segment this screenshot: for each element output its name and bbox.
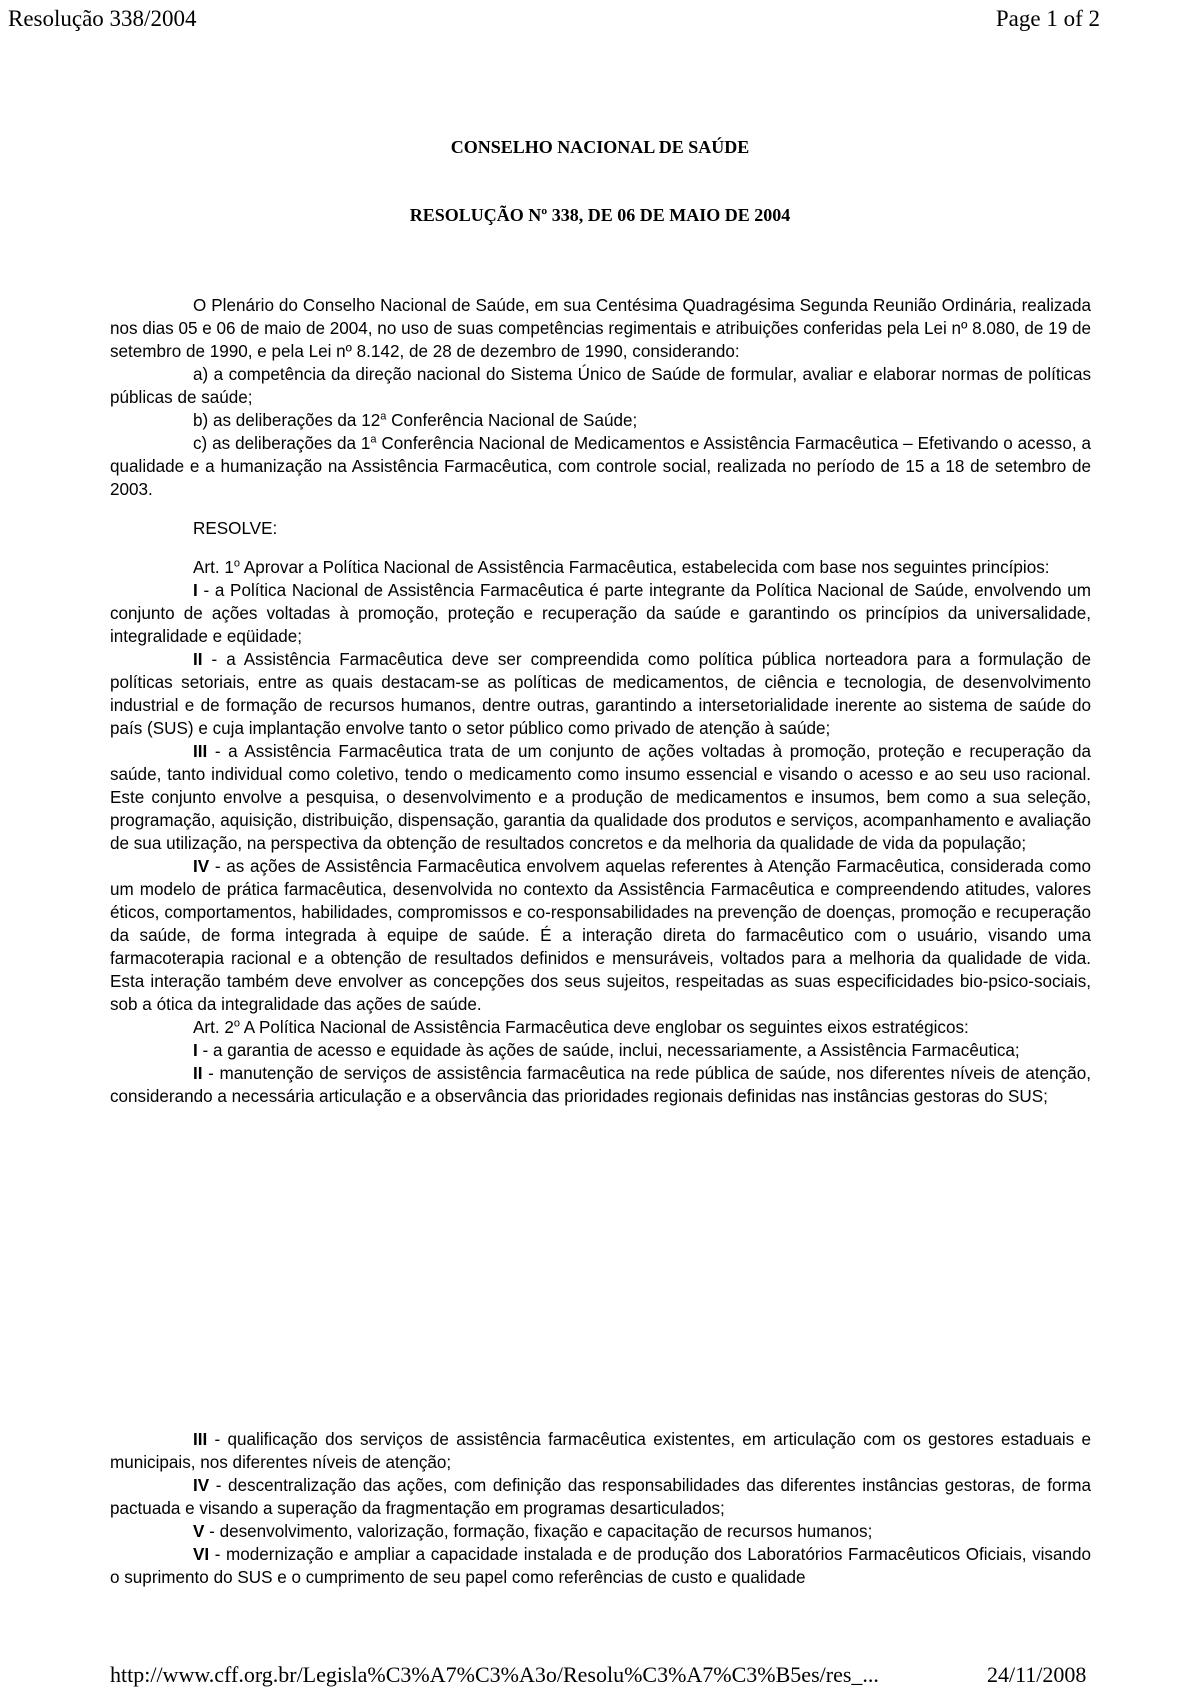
- axis-1: I - a garantia de acesso e equidade às ações de saúde, inclui, necessariamente, a Assistência Farmacêutica;: [193, 1041, 1020, 1060]
- axis-4: IV - descentralização das ações, com definição das responsabilidades das diferentes instâncias gestoras, de forma pactuada e visando a superação da fragmentação em programas desarticulados;: [110, 1476, 1091, 1518]
- axis-5: V - desenvolvimento, valorização, formação, fixação e capacitação de recursos humanos;: [193, 1522, 873, 1541]
- principle-2: II - a Assistência Farmacêutica deve ser compreendida como política pública norteadora para a formulação de políticas setoriais, entre as quais destacam-se as políticas de medicamentos, de ciência e tecnologia, de desenvolvimento industrial e de formação de recursos humanos, dentre outras, garantindo a intersetorialidade inerente ao sistema de saúde do país (SUS) e cuja implantação envolve tanto o setor público como privado de atenção à saúde;: [110, 650, 1091, 738]
- principle-1: I - a Política Nacional de Assistência Farmacêutica é parte integrante da Política Nacional de Saúde, envolvendo um conjunto de ações voltadas à promoção, proteção e recuperação da saúde e garantindo os princípios da universalidade, integralidade e eqüidade;: [110, 581, 1091, 646]
- intro-paragraph: O Plenário do Conselho Nacional de Saúde, em sua Centésima Quadragésima Segunda Reunião Ordinária, realizada nos dias 05 e 06 de maio de 2004, no uso de suas competências regimentais e atribuições conferidas pela Lei nº 8.080, de 19 de setembro de 1990, e pela Lei nº 8.142, de 28 de dezembro de 1990, considerando:: [110, 296, 1091, 361]
- source-url-link[interactable]: http://www.cff.org.br/Legisla%C3%A7%C3%A3o/Resolu%C3%A7%C3%B5es/res_...: [110, 1662, 879, 1687]
- resolution-title: RESOLUÇÃO Nº 338, DE 06 DE MAIO DE 2004: [409, 205, 791, 225]
- document-body-continued: [110, 1428, 1091, 1589]
- document-body: [110, 294, 1091, 1108]
- organization-heading: CONSELHO NACIONAL DE SAÚDE: [450, 137, 750, 157]
- resolve-heading: RESOLVE:: [193, 519, 278, 538]
- consideration-a: a) a competência da direção nacional do Sistema Único de Saúde de formular, avaliar e elaborar normas de políticas públicas de saúde;: [110, 365, 1091, 407]
- article-1: Art. 1$^o$ Aprovar a Política Nacional de Assistência Farmacêutica, estabelecida com base nos seguintes princípios:: [193, 557, 1050, 577]
- principle-3: III - a Assistência Farmacêutica trata de um conjunto de ações voltadas à promoção, proteção e recuperação da saúde, tanto individual como coletivo, tendo o medicamento como insumo essencial e visando o acesso e ao seu uso racional. Este conjunto envolve a pesquisa, o desenvolvimento e a produção de medicamentos e insumos, bem como a sua seleção, programação, aquisição, distribuição, dispensação, garantia da qualidade dos produtos e serviços, acompanhamento e avaliação de sua utilização, na perspectiva da obtenção de resultados concretos e da melhoria da qualidade de vida da população;: [110, 742, 1091, 853]
- print-date: 24/11/2008: [987, 1662, 1087, 1687]
- principle-4: IV - as ações de Assistência Farmacêutica envolvem aquelas referentes à Atenção Farmacêutica, considerada como um modelo de prática farmacêutica, desenvolvida no contexto da Assistência Farmacêutica e compreendendo atitudes, valores éticos, comportamentos, habilidades, compromissos e co-responsabilidades na prevenção de doenças, promoção e recuperação da saúde, de forma integrada à equipe de saúde. É a interação direta do farmacêutico com o usuário, visando uma farmacoterapia racional e a obtenção de resultados definidos e mensuráveis, voltados para a melhoria da qualidade de vida. Esta interação também deve envolver as concepções dos seus sujeitos, respeitadas as suas especificidades bio-psico-sociais, sob a ótica da integralidade das ações de saúde.: [110, 857, 1091, 1014]
- print-header-page: Page 1 of 2: [995, 6, 1100, 31]
- article-2: Art. 2$^o$ A Política Nacional de Assistência Farmacêutica deve englobar os seguintes eixos estratégicos:: [193, 1017, 969, 1037]
- consideration-c: c) as deliberações da 1$^a$ Conferência Nacional de Medicamentos e Assistência Farmacêutica – Efetivando o acesso, a qualidade e a humanização na Assistência Farmacêutica, com controle social, realizada no período de 15 a 18 de setembro de 2003.: [110, 433, 1091, 499]
- axis-3: III - qualificação dos serviços de assistência farmacêutica existentes, em articulação com os gestores estaduais e municipais, nos diferentes níveis de atenção;: [110, 1430, 1091, 1472]
- axis-6: VI - modernização e ampliar a capacidade instalada e de produção dos Laboratórios Farmacêuticos Oficiais, visando o suprimento do SUS e o cumprimento de seu papel como referências de custo e qualidade: [110, 1545, 1091, 1587]
- print-header-title: Resolução 338/2004: [8, 6, 197, 31]
- consideration-b: b) as deliberações da 12$^a$ Conferência Nacional de Saúde;: [193, 410, 638, 430]
- axis-2: II - manutenção de serviços de assistência farmacêutica na rede pública de saúde, nos diferentes níveis de atenção, considerando a necessária articulação e a observância das prioridades regionais definidas nas instâncias gestoras do SUS;: [110, 1064, 1091, 1106]
